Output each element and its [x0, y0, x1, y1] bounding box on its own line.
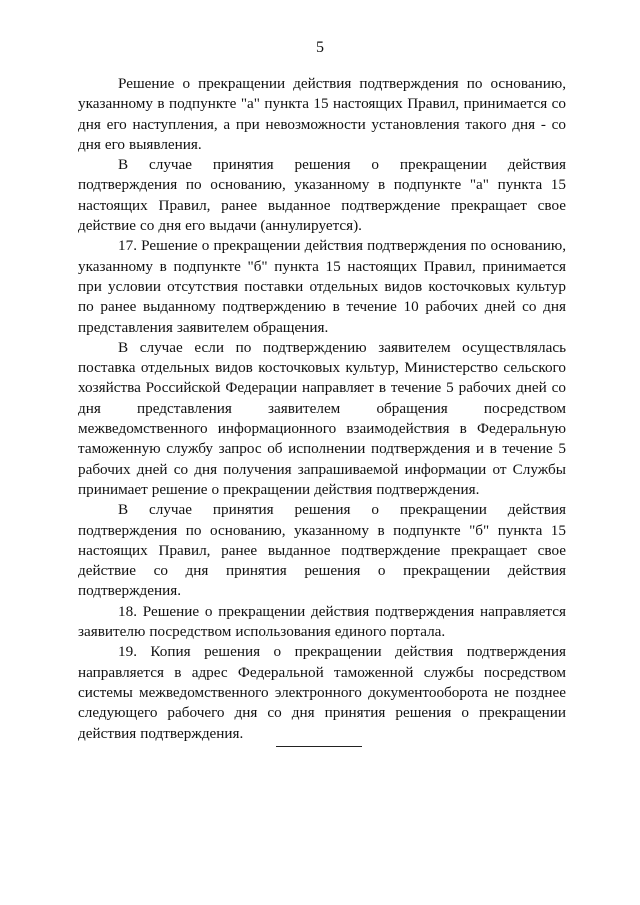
paragraph-supply-case: В случае если по подтверждению заявителем осуществлялась поставка отдельных видов косточковых культур, Министерство сельского хозяйства Российской Федерации направляет в течение 5 рабочих дней со дня представления заявителем обращения посредством межведомственного информационного взаимодействия в Федеральную таможенную службу запрос об исполнении подтверждения и в течение 5 рабочих дней со дня получения запрашиваемой информации от Службы принимает решение о прекращении действия подтверждения.: [78, 338, 566, 498]
page-number: 5: [316, 39, 324, 56]
paragraph-19: 19. Копия решения о прекращении действия подтверждения направляется в адрес Федеральной таможенной службы посредством системы межведомственного электронного документооборота не позднее следующего рабочего дня со дня принятия решения о прекращении действия подтверждения.: [78, 643, 566, 742]
paragraph-termination-b: В случае принятия решения о прекращении действия подтверждения по основанию, указанному в подпункте "б" пункта 15 настоящих Правил, ранее выданное подтверждение прекращает свое действие со дня принятия решения о прекращении действия подтверждения.: [78, 501, 566, 600]
paragraph-17: 17. Решение о прекращении действия подтверждения по основанию, указанному в подпункте "б" пункта 15 настоящих Правил, принимается при условии отсутствия поставки отдельных видов косточковых культур по ранее выданному подтверждению в течение 10 рабочих дней со дня представления заявителем обращения.: [78, 237, 566, 336]
paragraph-18: 18. Решение о прекращении действия подтверждения направляется заявителю посредством использования единого портала.: [78, 602, 566, 641]
paragraph-annulment-a: В случае принятия решения о прекращении действия подтверждения по основанию, указанному в подпункте "а" пункта 15 настоящих Правил, ранее выданное подтверждение прекращает свое действие со дня его выдачи (аннулируется).: [78, 156, 566, 235]
document-body: [78, 74, 566, 744]
paragraph-termination-date-a: Решение о прекращении действия подтверждения по основанию, указанному в подпункте "а" пункта 15 настоящих Правил, принимается со дня его наступления, а при невозможности установления такого дня - со дня его выявления.: [78, 75, 566, 153]
end-of-text-rule: [276, 746, 362, 747]
